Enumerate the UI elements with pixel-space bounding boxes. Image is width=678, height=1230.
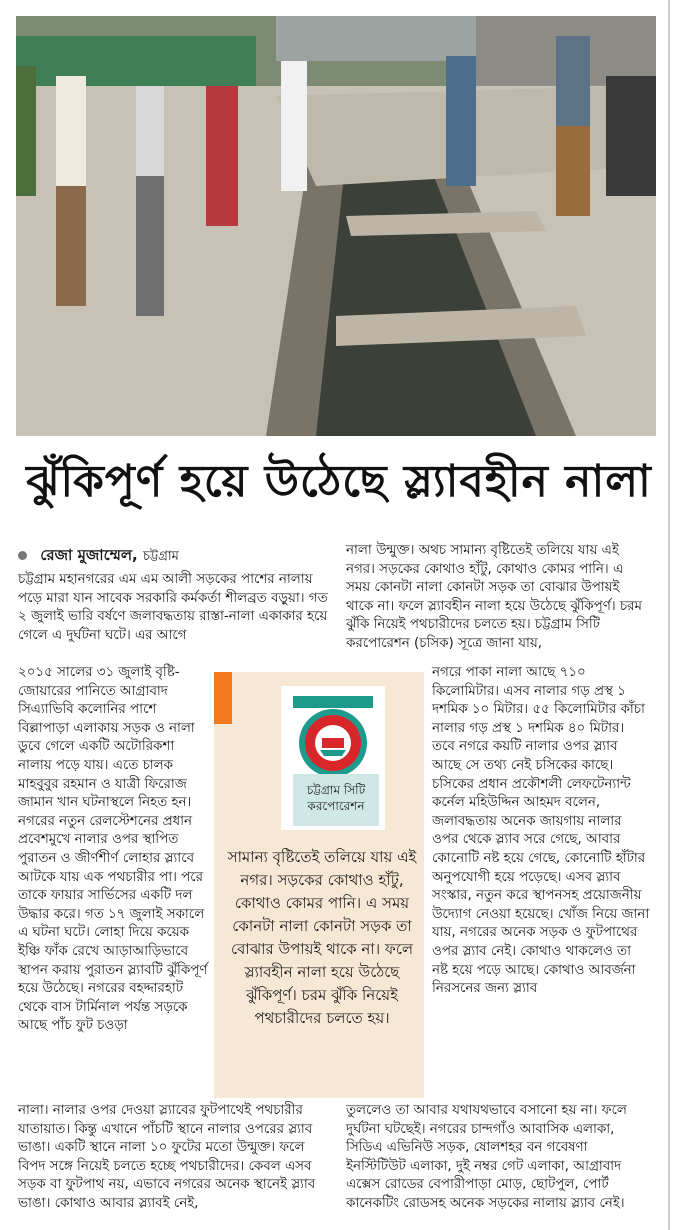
- article-paragraph: ২০১৫ সালের ৩১ জুলাই বৃষ্টি-জোয়ারের পানিতে আগ্রাবাদ সিএ্যাভিবি কলোনির পাশে বিল্লাপাড়া এলাকায় সড়ক ও নালা ডুবে গেলে একটি অটোরিকশা নালায় পড়ে যায়। এতে চালক মাহবুবুর রহমান ও যাত্রী ফিরোজ জামান খান ঘটনাস্থলে নিহত হন। নগরের নতুন রেলস্টেশনের প্রধান প্রবেশমুখে নালার ওপর স্থাপিত পুরাতন ও জীর্ণশীর্ণ লোহার স্ল্যাবে আটকে যায় এক পথচারীর পা। পরে তাকে ফায়ার সার্ভিসের একটি দল উদ্ধার করে। গত ১৭ জুলাই সকালে এ ঘটনা ঘটে। লোহা দিয়ে কয়েক ইঞ্চি ফাঁক রেখে আড়াআড়িভাবে স্থাপন করায় পুরাতন স্ল্যাবটি ঝুঁকিপূর্ণ হয়ে উঠেছে। নগরের বহদ্দারহাট থেকে বাস টার্মিনাল পর্যন্ত সড়কে আছে পাঁচ ফুট চওড়া: [18, 665, 208, 1034]
- bullet-icon: [18, 551, 27, 560]
- article-col1-narrow: [18, 664, 210, 1036]
- drain-street-illustration: [16, 16, 656, 436]
- author-name: রেজা মুজাম্মেল,: [40, 546, 138, 564]
- author-place: চট্টগ্রাম: [142, 549, 179, 564]
- pull-quote-text: সামান্য বৃষ্টিতেই তলিয়ে যায় এই নগর। সড়কের কোথাও হাঁটু, কোথাও কোমর পানি। এ সময় কোনটা নালা কোনটা সড়ক তা বোঝার উপায়ই থাকে না। ফলে স্ল্যাবহীন নালা হয়ে উঠেছে ঝুঁকিপূর্ণ। চরম ঝুঁকি নিয়েই পথচারীদের চলতে হয়।: [227, 848, 417, 1027]
- article-col1-top: [18, 571, 328, 645]
- news-photo: [16, 16, 656, 436]
- article-col2-narrow: [432, 664, 650, 999]
- article-col2-bottom: [346, 1102, 650, 1214]
- article-paragraph: চট্টগ্রাম মহানগরের এম এম আলী সড়কের পাশের নালায় পড়ে মারা যান সাবেক সরকারি কর্মকর্তা শীলব্রত বড়ুয়া। গত ২ জুলাই ভারি বর্ষণে জলাবদ্ধতায় রাস্তা-নালা একাকার হয়ে গেলে এ দুর্ঘটনা ঘটে। এর আগে: [18, 572, 328, 643]
- article-paragraph: নগরে পাকা নালা আছে ৭১০ কিলোমিটার। এসব নালার গড় প্রস্থ ১ দশমিক ১০ মিটার। ৫৫ কিলোমিটার কাঁচা নালার গড় প্রস্থ ১ দশমিক ৪০ মিটার। তবে নগরে কয়টি নালার ওপর স্ল্যাব আছে সে তথ্য নেই চসিকের কাছে। চসিকের প্রধান প্রকৌশলী লেফটেন্যান্ট কর্নেল মহিউদ্দিন আহমদ বলেন, জলাবদ্ধতায় অনেক জায়গায় নালার ওপর থেকে স্ল্যাব সরে গেছে, আবার কোনোটি নষ্ট হয়ে গেছে, কোনোটি হাঁটার অনুপযোগী হয়ে পড়েছে। এসব স্ল্যাব সংস্কার, নতুন করে স্থাপনসহ প্রয়োজনীয় উদ্যোগ নেওয়া হয়েছে। খোঁজ নিয়ে জানা যায়, নগরের অনেক সড়ক ও ফুটপাথের ওপর স্ল্যাব নেই। কোথাও থাকলেও তা নষ্ট হয়ে পড়ে আছে। কোথাও আবর্জনা নিরসনের জন্য স্ল্যাব: [432, 665, 650, 997]
- city-corporation-logo-icon: [296, 706, 370, 780]
- article-paragraph: তুললেও তা আবার যথাযথভাবে বসানো হয় না। ফলে দুর্ঘটনা ঘটছেই। নগরের চান্দগাঁও আবাসিক এলাকা, সিডিএ এভিনিউ সড়ক, ষোলশহর বন গবেষণা ইনস্টিটিউট এলাকা, দুই নম্বর গেট এলাকা, আগ্রাবাদ এক্সেস রোডের বেপারীপাড়া মোড়, ছোটপুল, পোর্ট কানেকটিং রোডসহ অনেক সড়কের নালায় স্ল্যাব নেই।: [346, 1103, 627, 1211]
- article-col1-bottom: [18, 1102, 330, 1214]
- organization-label: চট্টগ্রাম সিটি করপোরেশন: [293, 774, 379, 826]
- article-paragraph: নালা উন্মুক্ত। অথচ সামান্য বৃষ্টিতেই তলিয়ে যায় এই নগর। সড়কের কোথাও হাঁটু, কোথাও কোমর পানি। এ সময় কোনটা নালা কোনটা সড়ক তা বোঝার উপায়ই থাকে না। ফলে স্ল্যাবহীন নালা হয়ে উঠেছে ঝুঁকিপূর্ণ। চরম ঝুঁকি নিয়েই পথচারীদের চলতে হয়। চট্টগ্রাম সিটি করপোরেশন (চসিক) সূত্রে জানা যায়,: [346, 543, 642, 651]
- page-edge-divider: [668, 0, 670, 1230]
- article-paragraph: নালা। নালার ওপর দেওয়া স্ল্যাবের ফুটপাথেই পথচারীর যাতায়াত। কিন্তু এখানে পাঁচটি স্থানে নালার ওপরের স্ল্যাব ভাঙা। একটি স্থানে নালা ১০ ফুটের মতো উন্মুক্ত। ফলে বিপদ সঙ্গে নিয়েই চলতে হচ্ছে পথচারীদের। কেবল এসব সড়ক বা ফুটপাথ নয়, এভাবে নগরের অনেক স্থানেই স্ল্যাব ভাঙা। কোথাও আবার স্ল্যাবই নেই,: [18, 1103, 316, 1211]
- headline: ঝুঁকিপূর্ণ হয়ে উঠেছে স্ল্যাবহীন নালা: [26, 456, 652, 507]
- accent-bar: [214, 672, 232, 724]
- byline: [18, 544, 179, 569]
- article-col2-top: [346, 542, 646, 654]
